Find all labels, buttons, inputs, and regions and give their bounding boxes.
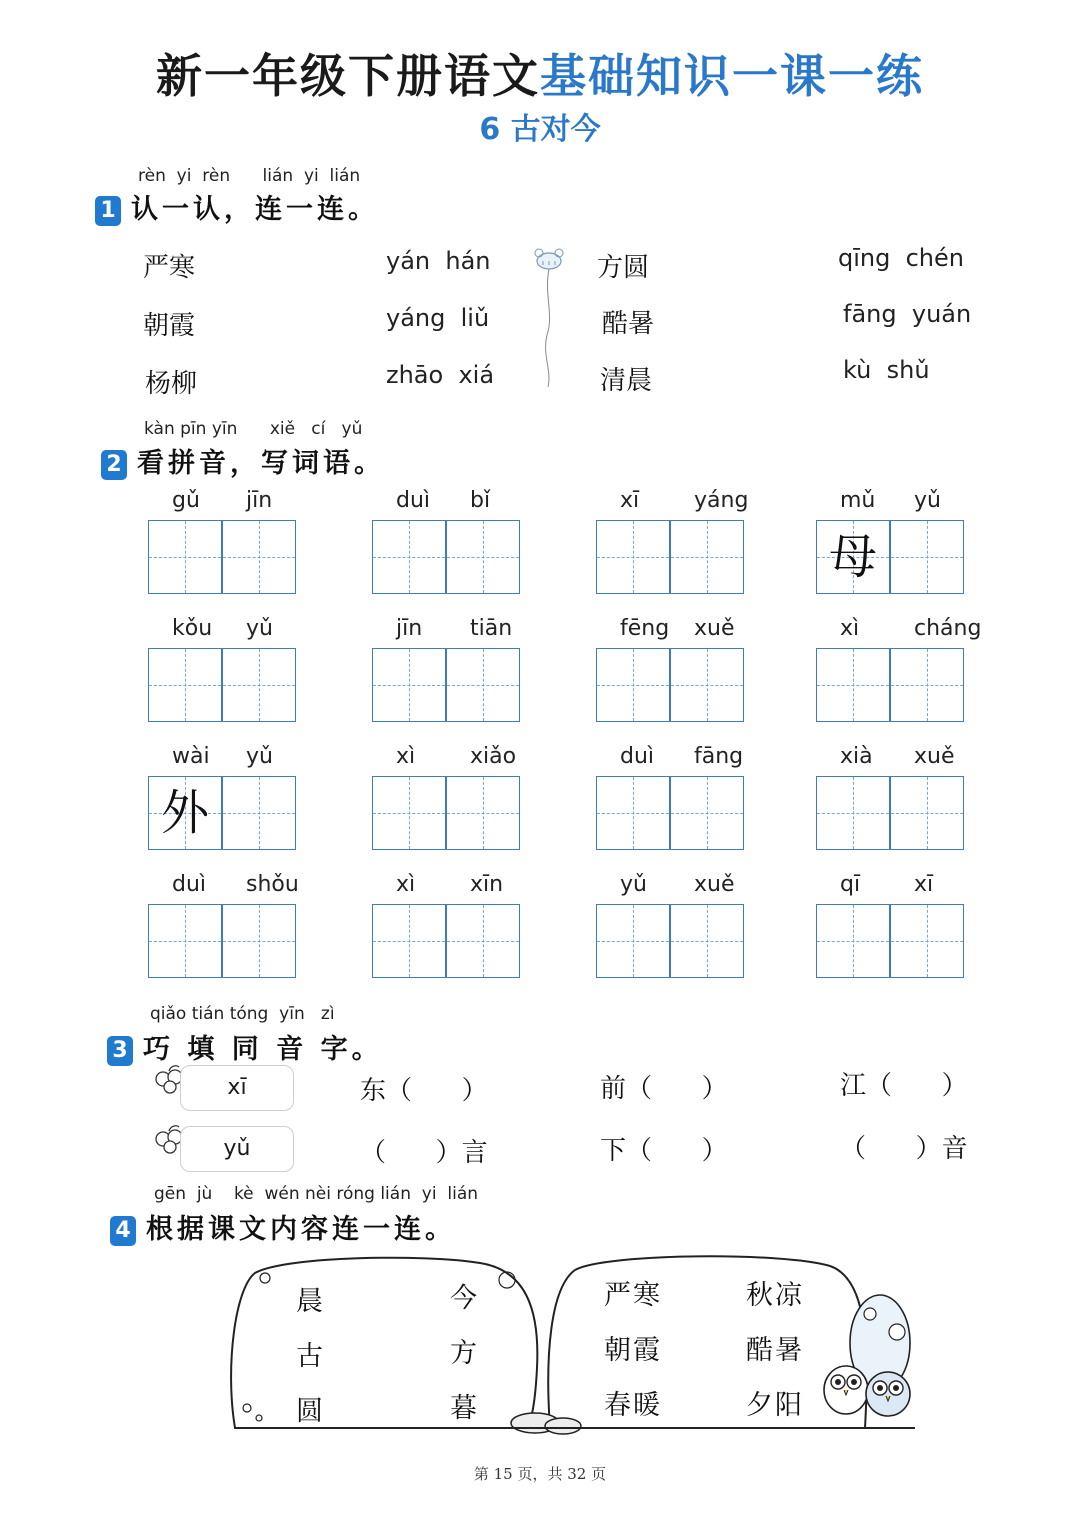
- grid-pinyin-2: xuě: [914, 744, 955, 769]
- grid-pinyin-2: xī: [914, 872, 934, 897]
- grid-pinyin-2: xīn: [470, 872, 504, 897]
- bee-divider-icon: [530, 245, 570, 395]
- tianzige-box[interactable]: [670, 776, 744, 850]
- tianzige-pair: [148, 520, 296, 594]
- tianzige-pair: [596, 520, 744, 594]
- grid-pinyin-2: xuě: [694, 616, 735, 641]
- s1-pinyin-b-1: fāng yuán: [843, 300, 972, 328]
- grid-pinyin-2: yǔ: [914, 488, 941, 513]
- tianzige-character: [373, 521, 445, 593]
- section4-number-badge: 4: [110, 1216, 136, 1246]
- tianzige-box[interactable]: [446, 904, 520, 978]
- sound-pill-xi: xī: [180, 1065, 294, 1111]
- tianzige-box[interactable]: [372, 776, 446, 850]
- tianzige-character: [671, 777, 743, 849]
- tianzige-pair: [596, 904, 744, 978]
- tianzige-character: [671, 649, 743, 721]
- s1-pinyin-a-1: yáng liǔ: [386, 304, 490, 332]
- grid-pinyin-1: fēng: [620, 616, 670, 641]
- section4-title: 根据课文内容连一连。: [146, 1214, 456, 1245]
- section4-heading: [110, 1207, 456, 1246]
- tianzige-character: [447, 905, 519, 977]
- tianzige-box[interactable]: [372, 904, 446, 978]
- tianzige-box[interactable]: [372, 520, 446, 594]
- section2-pinyin: kàn pīn yīn xiě cí yǔ: [144, 419, 363, 439]
- section4-pinyin: gēn jù kè wén nèi róng lián yi lián: [154, 1184, 479, 1204]
- tianzige-box[interactable]: [222, 648, 296, 722]
- title-blue-part: 基础知识一课一练: [540, 49, 924, 103]
- section3-title: 巧 填 同 音 字。: [143, 1034, 383, 1065]
- tianzige-character: [373, 905, 445, 977]
- grid-pinyin-1: xī: [620, 488, 640, 513]
- tianzige-character: [373, 777, 445, 849]
- tianzige-box[interactable]: [148, 520, 222, 594]
- tianzige-box[interactable]: [148, 904, 222, 978]
- tianzige-pair: [596, 648, 744, 722]
- section3-heading: [107, 1027, 383, 1066]
- tianzige-character: [671, 521, 743, 593]
- grid-pinyin-2: fāng: [694, 744, 744, 769]
- grid-pinyin-2: yǔ: [246, 616, 273, 641]
- match-right-b-2: 夕阳: [746, 1390, 804, 1421]
- match-right-a-2: 春暖: [604, 1390, 662, 1421]
- s1-word-b-2: 清晨: [600, 366, 653, 396]
- section2-heading: [101, 441, 385, 480]
- match-left-b-1: 方: [450, 1338, 479, 1369]
- tianzige-character: [891, 777, 963, 849]
- section2-number-badge: 2: [101, 450, 127, 480]
- tianzige-pair: [816, 904, 964, 978]
- match-left-a-0: 晨: [296, 1286, 325, 1317]
- grid-pinyin-1: wài: [172, 744, 210, 769]
- tianzige-box[interactable]: [596, 904, 670, 978]
- grid-pinyin-2: tiān: [470, 616, 513, 641]
- grid-pinyin-2: xiǎo: [470, 744, 517, 769]
- grid-pinyin-2: jīn: [246, 488, 273, 513]
- grid-pinyin-1: xià: [840, 744, 873, 769]
- grid-pinyin-2: xuě: [694, 872, 735, 897]
- s1-pinyin-a-2: zhāo xiá: [386, 361, 495, 389]
- grid-pinyin-1: yǔ: [620, 872, 647, 897]
- tianzige-character: [891, 649, 963, 721]
- s1-word-a-2: 杨柳: [145, 369, 198, 399]
- tianzige-character: [223, 649, 295, 721]
- tianzige-character: [223, 777, 295, 849]
- title-black-part: 新一年级下册语文: [156, 49, 540, 103]
- tianzige-character: [373, 649, 445, 721]
- blank-jiang[interactable]: 江（ ）: [840, 1071, 968, 1101]
- tianzige-character: [597, 777, 669, 849]
- blank-qian[interactable]: 前（ ）: [600, 1074, 728, 1104]
- match-right-b-1: 酷暑: [746, 1335, 804, 1366]
- tianzige-character: 外: [160, 785, 209, 841]
- tianzige-character: [149, 649, 221, 721]
- tianzige-character: [223, 521, 295, 593]
- tianzige-box[interactable]: [222, 776, 296, 850]
- grid-pinyin-1: jīn: [396, 616, 423, 641]
- tianzige-box[interactable]: [446, 776, 520, 850]
- tianzige-pair: [372, 648, 520, 722]
- tianzige-box[interactable]: [890, 776, 964, 850]
- tianzige-box[interactable]: [446, 648, 520, 722]
- tianzige-pair: [372, 776, 520, 850]
- match-left-b-0: 今: [450, 1283, 479, 1314]
- tianzige-pair: [372, 520, 520, 594]
- tianzige-box[interactable]: [890, 520, 964, 594]
- tianzige-character: [817, 905, 889, 977]
- tianzige-character: [891, 521, 963, 593]
- page-footer: 第 15 页，共 32 页: [473, 1465, 607, 1483]
- tianzige-character: 母: [828, 529, 877, 585]
- match-right-a-1: 朝霞: [604, 1335, 662, 1366]
- tianzige-character: [597, 521, 669, 593]
- s1-word-a-0: 严寒: [143, 253, 196, 283]
- blank-xia[interactable]: 下（ ）: [600, 1136, 728, 1166]
- tianzige-character: [891, 905, 963, 977]
- tianzige-box[interactable]: [446, 520, 520, 594]
- grid-pinyin-1: xì: [396, 872, 416, 897]
- match-right-a-0: 严寒: [604, 1280, 662, 1311]
- tianzige-pair: [816, 776, 964, 850]
- s1-word-b-0: 方圆: [597, 253, 650, 283]
- s1-word-a-1: 朝霞: [143, 311, 196, 341]
- tianzige-character: [447, 521, 519, 593]
- tianzige-box[interactable]: [222, 904, 296, 978]
- grid-pinyin-1: kǒu: [172, 616, 213, 641]
- grid-pinyin-1: xì: [840, 616, 860, 641]
- s1-pinyin-b-2: kù shǔ: [843, 356, 930, 384]
- tianzige-pair: [148, 904, 296, 978]
- tianzige-character: [447, 777, 519, 849]
- tianzige-character: [149, 521, 221, 593]
- section1-heading: [95, 187, 379, 226]
- tianzige-character: [597, 905, 669, 977]
- lesson-title: 6 古对今: [479, 112, 601, 147]
- section1-number-badge: 1: [95, 196, 121, 226]
- tianzige-box[interactable]: [222, 520, 296, 594]
- tianzige-box[interactable]: [670, 648, 744, 722]
- tianzige-box[interactable]: [670, 520, 744, 594]
- tianzige-box[interactable]: [816, 648, 890, 722]
- tianzige-box[interactable]: [148, 776, 222, 850]
- match-left-a-2: 圆: [296, 1396, 325, 1427]
- match-right-b-0: 秋凉: [746, 1280, 804, 1311]
- section2-title: 看拼音，写词语。: [137, 448, 385, 479]
- blank-dong[interactable]: 东（ ）: [360, 1076, 488, 1106]
- tianzige-box[interactable]: [670, 904, 744, 978]
- tianzige-character: [149, 905, 221, 977]
- grid-pinyin-1: duì: [620, 744, 655, 769]
- blank-yin[interactable]: （ ）音: [840, 1134, 968, 1164]
- grid-pinyin-1: duì: [172, 872, 207, 897]
- tianzige-box[interactable]: [816, 904, 890, 978]
- grid-pinyin-2: yáng: [694, 488, 749, 513]
- section1-title: 认一认，连一连。: [131, 194, 379, 225]
- tianzige-pair: [816, 520, 964, 594]
- section1-pinyin: rèn yi rèn lián yi lián: [138, 166, 361, 186]
- section3-pinyin: qiǎo tián tóng yīn zì: [150, 1004, 335, 1024]
- tianzige-character: [817, 777, 889, 849]
- tianzige-box[interactable]: [372, 648, 446, 722]
- sound-pill-yu: yǔ: [180, 1126, 294, 1172]
- tianzige-box[interactable]: [816, 776, 890, 850]
- grid-pinyin-1: duì: [396, 488, 431, 513]
- tianzige-character: [447, 649, 519, 721]
- tianzige-character: [223, 905, 295, 977]
- tianzige-pair: [148, 648, 296, 722]
- grid-pinyin-1: qī: [840, 872, 861, 897]
- grid-pinyin-2: cháng: [914, 616, 982, 641]
- grid-pinyin-2: shǒu: [246, 872, 299, 897]
- tianzige-box[interactable]: [816, 520, 890, 594]
- grid-pinyin-1: gǔ: [172, 488, 200, 513]
- match-left-a-1: 古: [296, 1341, 325, 1372]
- tianzige-box[interactable]: [596, 776, 670, 850]
- tianzige-pair: [596, 776, 744, 850]
- tianzige-box[interactable]: [148, 648, 222, 722]
- tianzige-pair: [148, 776, 296, 850]
- tianzige-character: [817, 649, 889, 721]
- grid-pinyin-2: yǔ: [246, 744, 273, 769]
- section3-number-badge: 3: [107, 1036, 133, 1066]
- page-title: [0, 40, 1080, 106]
- tianzige-box[interactable]: [596, 520, 670, 594]
- blank-yan[interactable]: （ ）言: [360, 1138, 488, 1168]
- grid-pinyin-1: xì: [396, 744, 416, 769]
- match-left-b-2: 暮: [450, 1393, 479, 1424]
- s1-word-b-1: 酷暑: [602, 309, 655, 339]
- s1-pinyin-a-0: yán hán: [386, 247, 491, 275]
- owls-icon: [818, 1350, 916, 1422]
- tianzige-box[interactable]: [890, 648, 964, 722]
- s1-pinyin-b-0: qīng chén: [838, 244, 964, 272]
- grid-pinyin-2: bǐ: [470, 488, 491, 513]
- tianzige-box[interactable]: [596, 648, 670, 722]
- grid-pinyin-1: mǔ: [840, 488, 876, 513]
- tianzige-pair: [816, 648, 964, 722]
- tianzige-character: [597, 649, 669, 721]
- tianzige-pair: [372, 904, 520, 978]
- tianzige-box[interactable]: [890, 904, 964, 978]
- tianzige-character: [671, 905, 743, 977]
